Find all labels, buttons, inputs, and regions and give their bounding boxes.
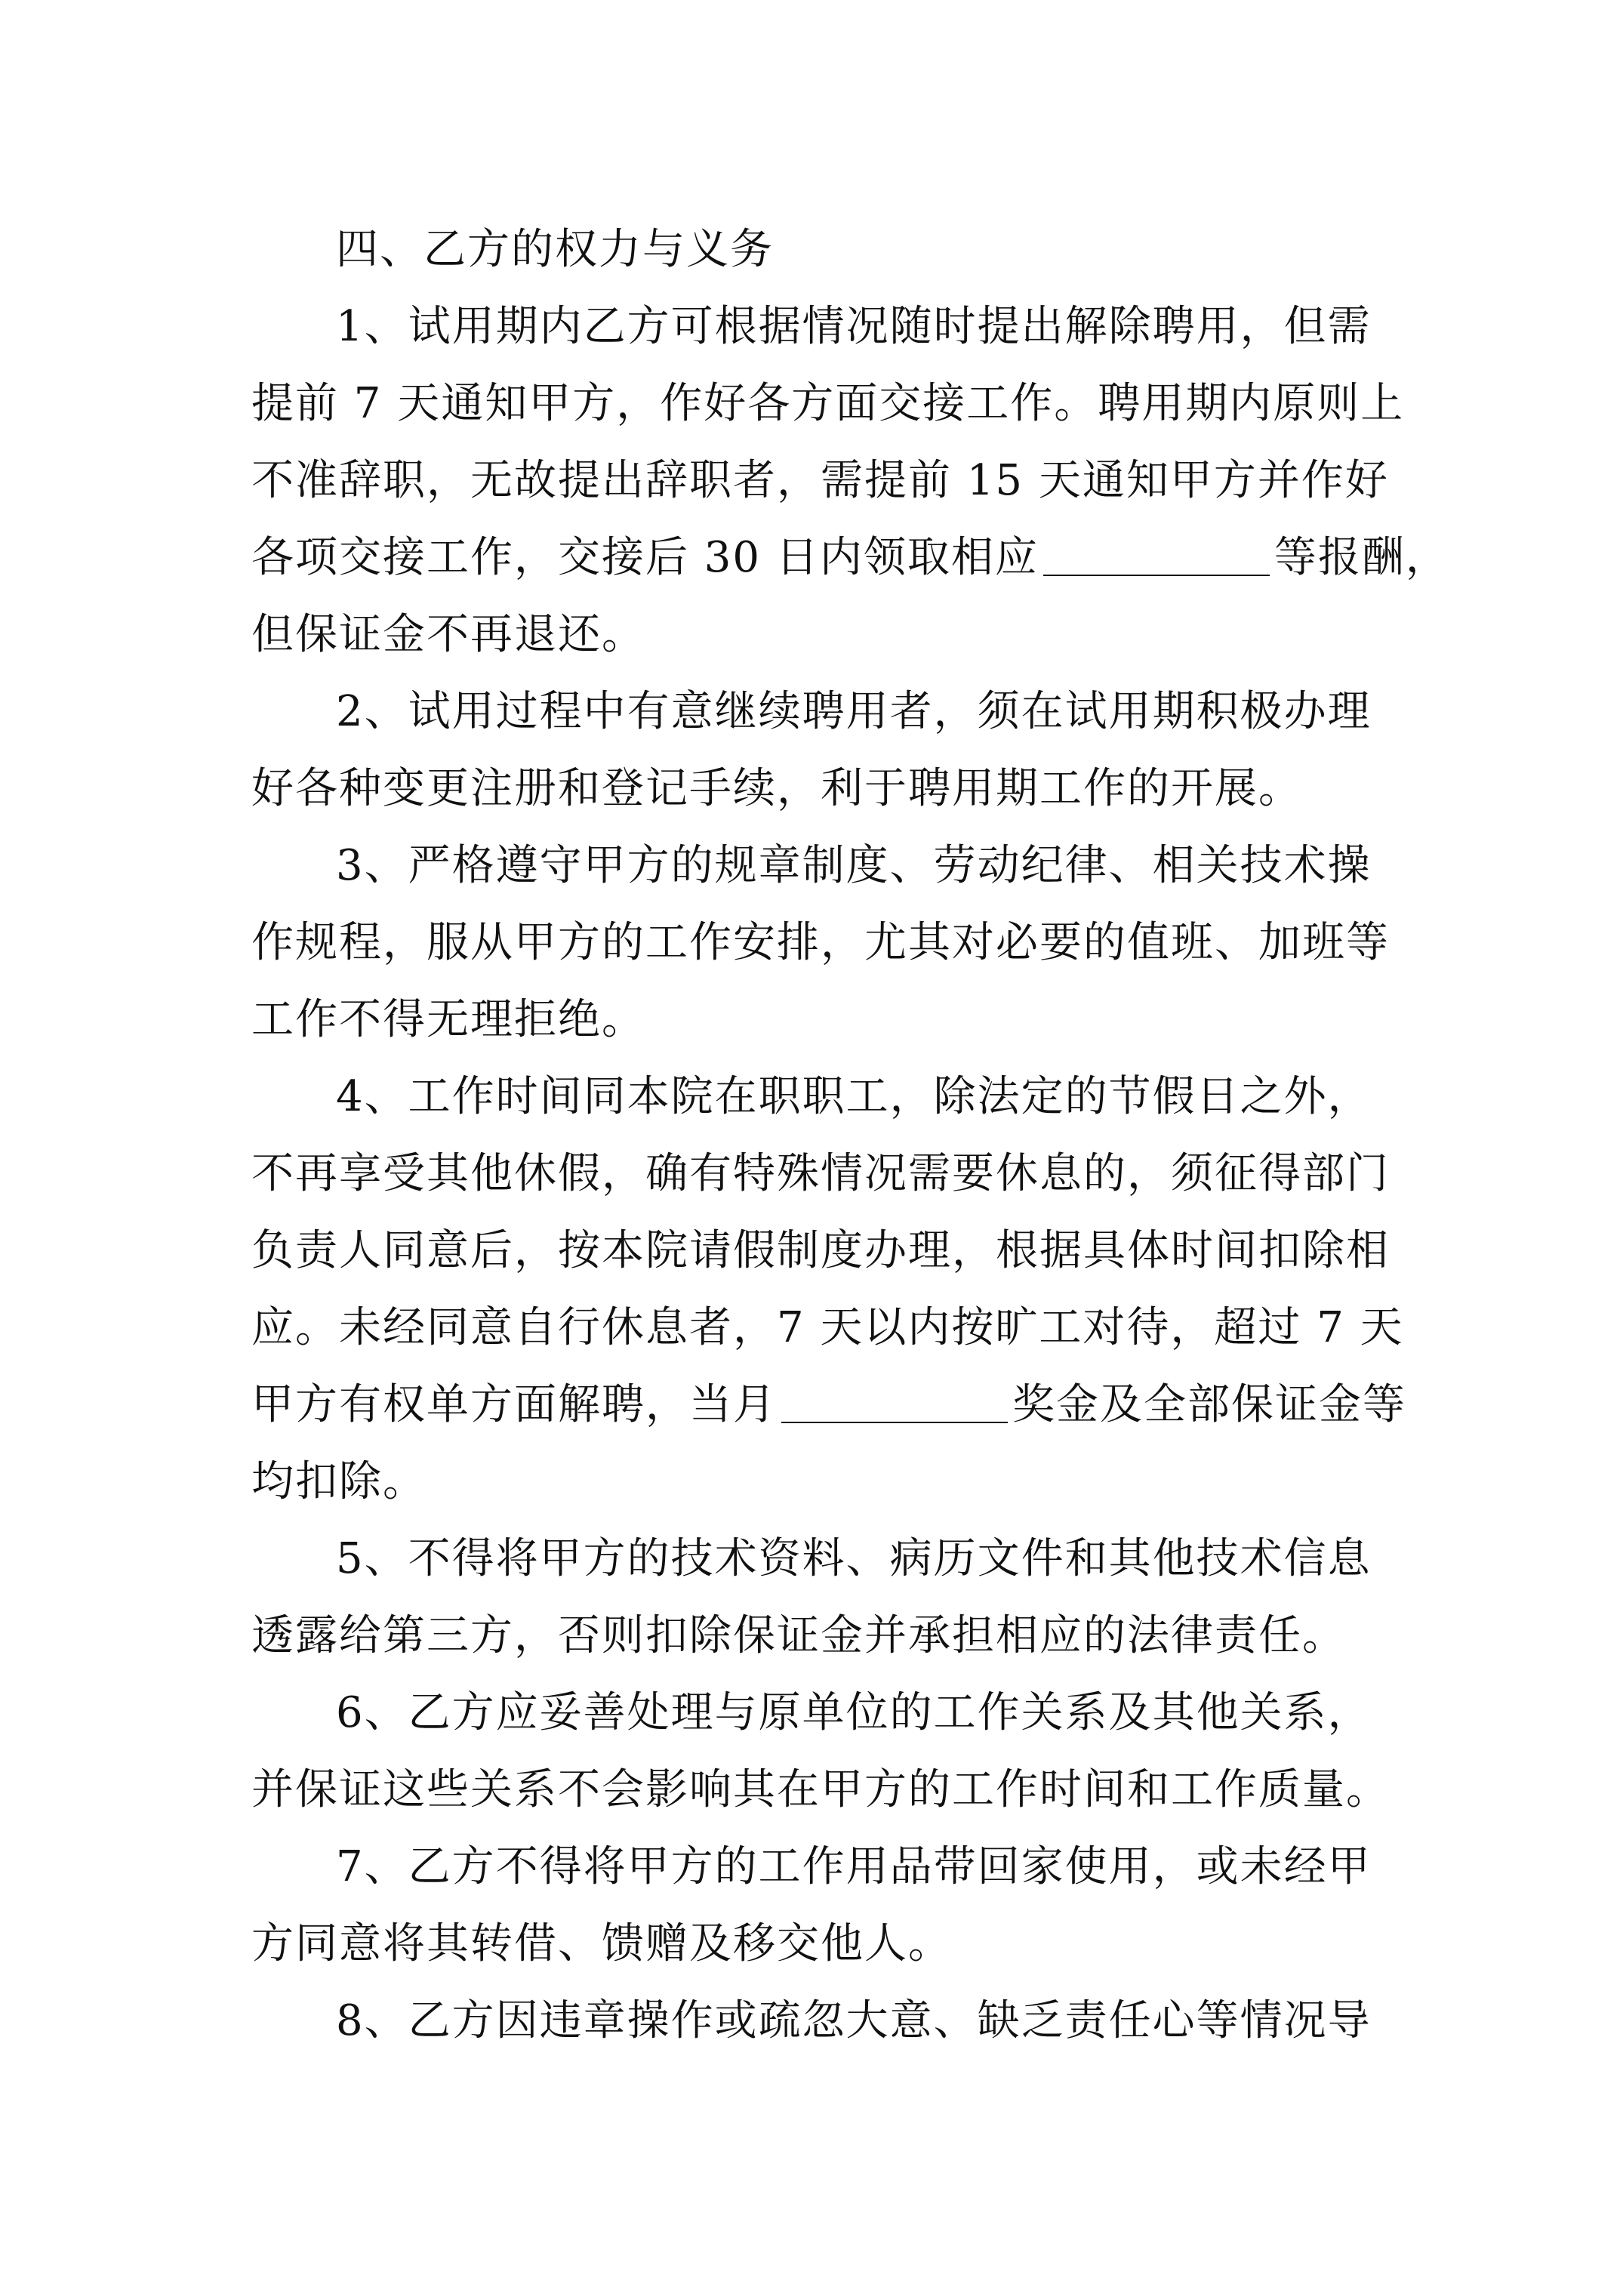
paragraph-line: 不再享受其他休假，确有特殊情况需要休息的，须征得部门	[251, 1149, 1390, 1198]
paragraph-text: 等报酬，	[1273, 533, 1449, 582]
paragraph-1	[251, 288, 1449, 673]
paragraph-line: 8、乙方因违章操作或疏忽大意、缺乏责任心等情况导	[336, 1996, 1372, 2045]
fill-in-blank	[781, 1379, 1008, 1423]
paragraph-line: 2、试用过程中有意继续聘用者，须在试用期积极办理	[336, 687, 1372, 736]
paragraph-6	[251, 1675, 1399, 1829]
paragraph-2	[251, 673, 1399, 827]
paragraph-line: 好各种变更注册和登记手续，利于聘用期工作的开展。	[251, 764, 1302, 813]
paragraph-line: 工作不得无理拒绝。	[251, 995, 645, 1044]
paragraph-3	[251, 827, 1399, 1059]
paragraph-line: 7、乙方不得将甲方的工作用品带回家使用，或未经甲	[336, 1842, 1372, 1891]
paragraph-line: 负责人同意后，按本院请假制度办理，根据具体时间扣除相	[251, 1226, 1390, 1275]
fill-in-blank	[1043, 532, 1270, 576]
paragraph-line	[251, 519, 1449, 596]
paragraph-text: 奖金及全部保证金等	[1012, 1380, 1406, 1429]
paragraph-8	[251, 1983, 1399, 2060]
paragraph-line: 6、乙方应妥善处理与原单位的工作关系及其他关系，	[336, 1688, 1372, 1737]
document-page	[251, 211, 1449, 2060]
paragraph-line: 5、不得将甲方的技术资料、病历文件和其他技术信息	[336, 1534, 1372, 1583]
paragraph-5	[251, 1521, 1399, 1675]
paragraph-line: 3、严格遵守甲方的规章制度、劳动纪律、相关技术操	[336, 841, 1372, 890]
paragraph-line: 应。未经同意自行休息者，7 天以内按旷工对待，超过 7 天	[251, 1303, 1404, 1352]
paragraph-text: 各项交接工作，交接后 30 日内领取相应	[251, 533, 1039, 582]
paragraph-line: 均扣除。	[251, 1457, 427, 1506]
paragraph-4	[251, 1059, 1406, 1521]
paragraph-line: 4、工作时间同本院在职职工，除法定的节假日之外，	[336, 1072, 1372, 1121]
paragraph-line: 透露给第三方，否则扣除保证金并承担相应的法律责任。	[251, 1611, 1346, 1660]
paragraph-line: 但保证金不再退还。	[251, 610, 645, 659]
paragraph-line: 方同意将其转借、馈赠及移交他人。	[251, 1919, 952, 1968]
paragraph-text: 甲方有权单方面解聘，当月	[251, 1380, 777, 1429]
paragraph-7	[251, 1829, 1399, 1983]
section-heading: 四、乙方的权力与义务	[336, 225, 774, 274]
paragraph-line: 不准辞职，无故提出辞职者，需提前 15 天通知甲方并作好	[251, 456, 1389, 505]
paragraph-line	[251, 1367, 1406, 1444]
paragraph-line: 作规程，服从甲方的工作安排，尤其对必要的值班、加班等	[251, 918, 1390, 967]
paragraph-line: 并保证这些关系不会影响其在甲方的工作时间和工作质量。	[251, 1765, 1390, 1814]
paragraph-line: 1、试用期内乙方可根据情况随时提出解除聘用，但需	[336, 302, 1372, 351]
paragraph-line: 提前 7 天通知甲方，作好各方面交接工作。聘用期内原则上	[251, 379, 1405, 428]
